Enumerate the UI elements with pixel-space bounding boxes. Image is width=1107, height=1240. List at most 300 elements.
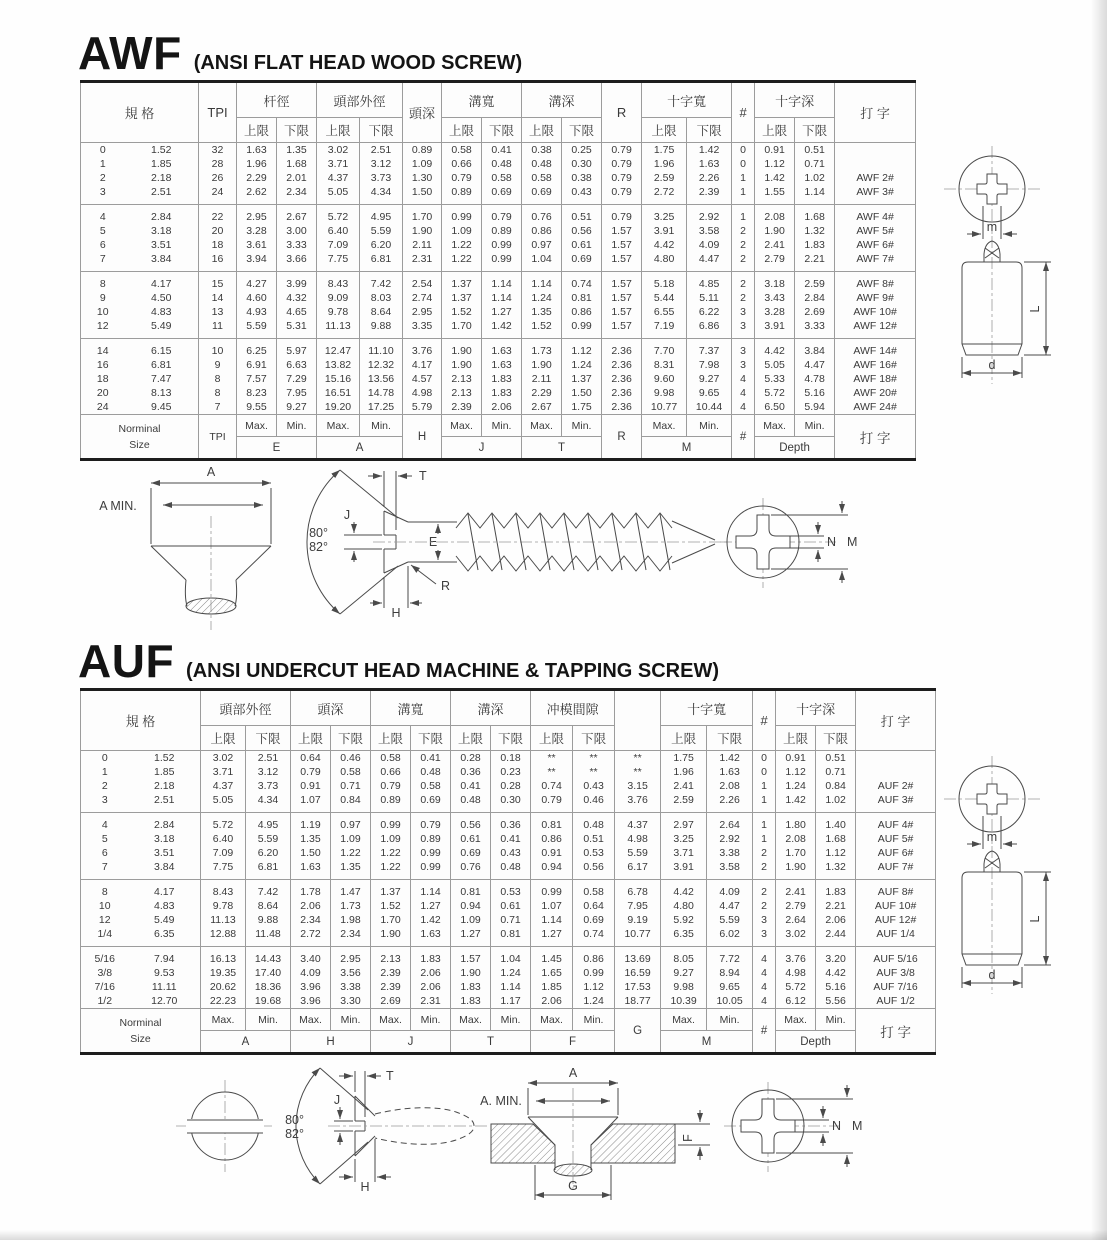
spec-cell: 4.42 <box>755 344 795 358</box>
spec-cell: 0.66 <box>442 157 482 171</box>
spec-cell: 3.18 <box>125 224 199 238</box>
awf-title: AWF <box>78 27 182 79</box>
awf-recess-view <box>720 498 857 588</box>
spec-cell: 3.18 <box>129 832 201 846</box>
spec-cell: 1.12 <box>573 980 615 994</box>
spec-row <box>81 832 936 846</box>
spec-cell: 0.84 <box>331 793 371 807</box>
spec-cell: 0.81 <box>562 291 602 305</box>
spec-cell: 6 <box>81 846 129 860</box>
spec-cell: 1.75 <box>661 751 707 766</box>
footer-sym-h: H <box>291 1031 371 1054</box>
col-header-cross-depth: 十字深 <box>776 690 856 726</box>
spec-cell: 3.61 <box>237 238 277 252</box>
spec-cell: 12 <box>81 913 129 927</box>
dim-label-g: G <box>568 1179 578 1193</box>
spec-cell: 16 <box>81 358 125 372</box>
spec-cell: 4.47 <box>707 899 753 913</box>
spec-cell: 2.06 <box>291 899 331 913</box>
spec-cell: 1.75 <box>642 143 687 158</box>
spec-cell: 2 <box>753 885 776 899</box>
spec-cell: 3 <box>753 927 776 941</box>
spec-cell: 10.77 <box>615 927 661 941</box>
spec-cell: 1.24 <box>573 994 615 1009</box>
spec-cell: 1.75 <box>562 400 602 415</box>
footer-min: Min. <box>277 415 317 437</box>
spec-cell: 0.79 <box>602 185 642 199</box>
spec-cell: 18 <box>81 372 125 386</box>
auf-section-view <box>480 1066 710 1200</box>
spec-cell: 0.38 <box>522 143 562 158</box>
spec-cell: 2.95 <box>403 305 442 319</box>
spec-row <box>81 224 916 238</box>
spec-cell: 1.57 <box>451 952 491 966</box>
spec-cell: 1 <box>732 210 755 224</box>
spec-cell: 14.43 <box>246 952 291 966</box>
auf-side-view <box>285 1068 488 1194</box>
spec-cell: 1.90 <box>442 358 482 372</box>
dim-label-h: H <box>360 1180 370 1194</box>
spec-cell: 2.95 <box>237 210 277 224</box>
spec-cell: 5.16 <box>795 386 835 400</box>
spec-cell: AWF 9# <box>835 291 916 305</box>
spec-cell: 0.89 <box>411 832 451 846</box>
spec-cell: 3.73 <box>360 171 403 185</box>
subheader-upper: 上限 <box>776 726 816 751</box>
spec-cell: 0.28 <box>491 779 531 793</box>
spec-cell: 2.72 <box>642 185 687 199</box>
spec-cell: 4.27 <box>237 277 277 291</box>
auf-spec-table <box>80 688 936 1055</box>
spec-cell: 11.13 <box>317 319 360 333</box>
spec-cell: 5.59 <box>707 913 753 927</box>
spec-cell: 2.84 <box>795 291 835 305</box>
spec-cell: 1.42 <box>707 751 753 766</box>
spec-cell: 5.59 <box>246 832 291 846</box>
spec-cell: 1 <box>81 157 125 171</box>
spec-cell: 2.11 <box>522 372 562 386</box>
spec-cell: 0.30 <box>562 157 602 171</box>
footer-sym-h: H <box>403 415 442 460</box>
dim-label-a-min: A MIN. <box>99 499 137 513</box>
group-separator <box>81 199 916 210</box>
subheader-lower: 下限 <box>795 118 835 143</box>
spec-cell: 2.64 <box>707 818 753 832</box>
spec-cell: 2.59 <box>642 171 687 185</box>
spec-cell: 2.36 <box>602 386 642 400</box>
spec-cell: 3.25 <box>642 210 687 224</box>
spec-cell: 3.96 <box>291 980 331 994</box>
spec-cell: 17.25 <box>360 400 403 415</box>
spec-cell: 0.74 <box>562 277 602 291</box>
spec-cell: 12.88 <box>201 927 246 941</box>
footer-max: Max. <box>201 1009 246 1031</box>
spec-cell: 1.35 <box>277 143 317 158</box>
spec-cell: 2.84 <box>125 210 199 224</box>
spec-cell: 6.35 <box>661 927 707 941</box>
spec-cell: 19.68 <box>246 994 291 1009</box>
spec-cell: 5.33 <box>755 372 795 386</box>
spec-cell: 6.35 <box>129 927 201 941</box>
footer-min: Min. <box>795 415 835 437</box>
dim-label-l: L <box>1028 305 1042 313</box>
spec-row <box>81 386 916 400</box>
spec-cell: 0 <box>753 751 776 766</box>
footer-nominal-size: Norminal Size <box>81 1009 201 1054</box>
spec-cell: AUF 3# <box>856 793 936 807</box>
spec-cell: 1.85 <box>129 765 201 779</box>
spec-cell: 1.68 <box>277 157 317 171</box>
spec-cell: 1.42 <box>776 793 816 807</box>
group-separator <box>81 941 936 952</box>
spec-cell: 1.09 <box>451 913 491 927</box>
spec-cell: 1.14 <box>482 291 522 305</box>
spec-cell: 11.11 <box>129 980 201 994</box>
dim-label-j: J <box>343 508 351 522</box>
awf-spec-table <box>80 80 916 461</box>
spec-cell: 2 <box>732 224 755 238</box>
spec-cell: 2.59 <box>661 793 707 807</box>
spec-cell: 24 <box>81 400 125 415</box>
spec-cell: 0.81 <box>451 885 491 899</box>
spec-cell: 26 <box>199 171 237 185</box>
spec-row <box>81 171 916 185</box>
spec-cell: 4.09 <box>291 966 331 980</box>
spec-cell: 0.91 <box>291 779 331 793</box>
spec-cell: 0.97 <box>522 238 562 252</box>
spec-row <box>81 291 916 305</box>
spec-cell: 1 <box>732 171 755 185</box>
spec-cell: 0.48 <box>522 157 562 171</box>
spec-cell: 0.30 <box>491 793 531 807</box>
spec-cell: 1.90 <box>451 966 491 980</box>
awf-title-row <box>78 27 523 79</box>
spec-cell: 1.27 <box>531 927 573 941</box>
spec-cell: 4.80 <box>642 252 687 266</box>
spec-cell: 9.45 <box>125 400 199 415</box>
footer-sym-f: F <box>531 1031 615 1054</box>
spec-cell: 0.99 <box>573 966 615 980</box>
spec-row <box>81 793 936 807</box>
spec-cell: 3 <box>753 913 776 927</box>
col-header-g-blank <box>615 690 661 751</box>
spec-cell: 16.13 <box>201 952 246 966</box>
spec-cell: 4.95 <box>246 818 291 832</box>
spec-cell: 0.58 <box>411 779 451 793</box>
subheader-lower: 下限 <box>687 118 732 143</box>
spec-row <box>81 238 916 252</box>
spec-cell: 3.71 <box>661 846 707 860</box>
spec-cell: 0.91 <box>776 751 816 766</box>
spec-cell: 1.35 <box>291 832 331 846</box>
spec-cell: 1.52 <box>129 751 201 766</box>
group-separator <box>81 333 916 344</box>
spec-cell: 2.06 <box>531 994 573 1009</box>
spec-cell: 3.25 <box>661 832 707 846</box>
spec-cell: 5.05 <box>317 185 360 199</box>
spec-cell: 2.62 <box>237 185 277 199</box>
spec-cell: 0.94 <box>451 899 491 913</box>
spec-row <box>81 885 936 899</box>
col-header-spec: 規 格 <box>81 690 201 751</box>
footer-nominal-size: Norminal Size <box>81 415 199 460</box>
spec-cell: 7.95 <box>615 899 661 913</box>
subheader-lower: 下限 <box>277 118 317 143</box>
spec-cell: 1.50 <box>403 185 442 199</box>
spec-cell: 8 <box>199 372 237 386</box>
spec-cell: 5.94 <box>795 400 835 415</box>
spec-cell: 1 <box>732 185 755 199</box>
spec-cell: 2.84 <box>129 818 201 832</box>
spec-cell: 8 <box>199 386 237 400</box>
spec-cell: 12.32 <box>360 358 403 372</box>
spec-cell: 22.23 <box>201 994 246 1009</box>
spec-cell: 0.79 <box>602 210 642 224</box>
spec-cell: 2.51 <box>125 185 199 199</box>
spec-cell: 3.33 <box>795 319 835 333</box>
spec-cell: 1.70 <box>442 319 482 333</box>
auf-title-row <box>78 635 720 687</box>
spec-row <box>81 899 936 913</box>
spec-cell: 5.72 <box>776 980 816 994</box>
footer-max: Max. <box>451 1009 491 1031</box>
spec-cell: 0.79 <box>442 171 482 185</box>
angle-label-80: 80° <box>285 1113 304 1127</box>
spec-cell: 0.64 <box>573 899 615 913</box>
spec-cell: 1.45 <box>531 952 573 966</box>
footer-min: Min. <box>411 1009 451 1031</box>
spec-cell: 7.37 <box>687 344 732 358</box>
spec-cell: 9.60 <box>642 372 687 386</box>
spec-cell: 2.64 <box>776 913 816 927</box>
spec-cell: 1.04 <box>522 252 562 266</box>
spec-cell: 2 <box>732 238 755 252</box>
spec-cell: AUF 10# <box>856 899 936 913</box>
footer-max: Max. <box>776 1009 816 1031</box>
spec-cell: 3 <box>732 305 755 319</box>
awf-blank-side-view <box>962 236 1051 384</box>
dim-label-a: A <box>568 1066 578 1080</box>
spec-cell: 3.58 <box>707 860 753 874</box>
subheader-upper: 上限 <box>291 726 331 751</box>
awf-dimension-drawing <box>88 458 858 643</box>
spec-cell: 5.59 <box>360 224 403 238</box>
spec-cell: AUF 7# <box>856 860 936 874</box>
spec-cell: 2.08 <box>755 210 795 224</box>
spec-cell: 0.76 <box>522 210 562 224</box>
spec-cell: 4 <box>732 400 755 415</box>
spec-cell: 5.18 <box>642 277 687 291</box>
spec-cell: 0.43 <box>491 846 531 860</box>
spec-cell: 4.42 <box>642 238 687 252</box>
spec-cell: 7.70 <box>642 344 687 358</box>
phillips-cross-icon <box>741 1099 795 1153</box>
spec-cell: 3.35 <box>403 319 442 333</box>
spec-cell: 5.11 <box>687 291 732 305</box>
spec-cell: 1.32 <box>795 224 835 238</box>
spec-cell: 1.96 <box>237 157 277 171</box>
spec-cell: 1.12 <box>562 344 602 358</box>
subheader-lower: 下限 <box>360 118 403 143</box>
spec-cell: 2.08 <box>776 832 816 846</box>
footer-max: Max. <box>755 415 795 437</box>
spec-cell: 4 <box>81 818 129 832</box>
spec-cell: 3.51 <box>125 238 199 252</box>
spec-cell: 1.22 <box>371 846 411 860</box>
spec-cell: 4.80 <box>661 899 707 913</box>
spec-cell: 0.74 <box>573 927 615 941</box>
spec-cell: 1.68 <box>795 210 835 224</box>
spec-cell: 6 <box>81 238 125 252</box>
auf-title: AUF <box>78 635 175 687</box>
spec-cell: 0.53 <box>573 846 615 860</box>
dim-label-m-small: m <box>986 220 998 234</box>
spec-cell: 0.48 <box>482 157 522 171</box>
spec-cell: 3.28 <box>755 305 795 319</box>
spec-cell: 11.48 <box>246 927 291 941</box>
spec-cell: 9.53 <box>129 966 201 980</box>
spec-cell: 1.65 <box>531 966 573 980</box>
dim-label-a-min: A. MIN. <box>480 1094 522 1108</box>
spec-cell: 1.90 <box>442 344 482 358</box>
col-header-cross-width: 十字寬 <box>661 690 753 726</box>
auf-slot-head-view <box>176 1080 274 1172</box>
spec-cell: 5 <box>81 224 125 238</box>
col-header-mark: 打 字 <box>856 690 936 751</box>
footer-max: Max. <box>442 415 482 437</box>
footer-min: Min. <box>573 1009 615 1031</box>
spec-cell: 3.91 <box>661 860 707 874</box>
spec-cell: 2.36 <box>602 344 642 358</box>
spec-cell: 0.51 <box>573 832 615 846</box>
spec-cell: 2 <box>81 779 129 793</box>
spec-cell: 1.24 <box>522 291 562 305</box>
spec-cell: 0 <box>753 765 776 779</box>
spec-cell: 3.18 <box>755 277 795 291</box>
spec-cell: 2.08 <box>707 779 753 793</box>
spec-cell: 3.76 <box>403 344 442 358</box>
spec-cell: ** <box>531 765 573 779</box>
spec-cell: 3.12 <box>246 765 291 779</box>
spec-cell: 1.90 <box>776 860 816 874</box>
spec-cell: 1.52 <box>522 319 562 333</box>
spec-cell: 3.84 <box>129 860 201 874</box>
spec-cell: 0.41 <box>451 779 491 793</box>
spec-cell: 1.83 <box>451 980 491 994</box>
spec-cell: 1.68 <box>816 832 856 846</box>
col-header-slot-depth: 溝深 <box>522 82 602 118</box>
spec-cell: 1.57 <box>602 277 642 291</box>
spec-cell: 0.81 <box>531 818 573 832</box>
awf-blank-drawing <box>930 142 1107 392</box>
subheader-lower: 下限 <box>411 726 451 751</box>
spec-cell: 4 <box>753 952 776 966</box>
subheader-lower: 下限 <box>816 726 856 751</box>
spec-cell: 2.95 <box>331 952 371 966</box>
col-header-hash: # <box>732 82 755 143</box>
spec-cell: 2.51 <box>129 793 201 807</box>
spec-cell: 0.79 <box>602 143 642 158</box>
spec-cell: 1.85 <box>125 157 199 171</box>
spec-cell: 1.70 <box>371 913 411 927</box>
spec-cell: 2.72 <box>291 927 331 941</box>
spec-cell: 0.58 <box>442 143 482 158</box>
spec-cell: 1.14 <box>491 980 531 994</box>
spec-cell: 9.65 <box>707 980 753 994</box>
spec-cell: 0.99 <box>411 860 451 874</box>
spec-cell: 0.71 <box>491 913 531 927</box>
spec-cell: 0.97 <box>331 818 371 832</box>
spec-cell: 7 <box>81 860 129 874</box>
auf-blank-side-view <box>962 846 1051 994</box>
spec-cell: 3.02 <box>776 927 816 941</box>
spec-cell: 2.13 <box>371 952 411 966</box>
spec-cell: 0 <box>732 143 755 158</box>
subheader-lower: 下限 <box>491 726 531 751</box>
spec-cell: 2.06 <box>411 966 451 980</box>
spec-row <box>81 185 916 199</box>
spec-cell: 0.99 <box>562 319 602 333</box>
spec-cell: 2.26 <box>707 793 753 807</box>
spec-cell: 1.83 <box>482 386 522 400</box>
spec-cell: 5.44 <box>642 291 687 305</box>
spec-cell: 0.79 <box>291 765 331 779</box>
spec-cell: 3 <box>81 793 129 807</box>
spec-cell: 10 <box>81 305 125 319</box>
spec-cell: 2.06 <box>482 400 522 415</box>
dim-label-j: J <box>333 1093 341 1107</box>
spec-cell: 6.17 <box>615 860 661 874</box>
subheader-upper: 上限 <box>442 118 482 143</box>
spec-cell: 1.42 <box>755 171 795 185</box>
spec-cell: 1.83 <box>795 238 835 252</box>
spec-cell: 9.88 <box>246 913 291 927</box>
subheader-lower: 下限 <box>331 726 371 751</box>
spec-cell: 6.15 <box>125 344 199 358</box>
subheader-lower: 下限 <box>246 726 291 751</box>
spec-cell: 2.51 <box>246 751 291 766</box>
spec-cell: 1.42 <box>687 143 732 158</box>
spec-cell: 2.29 <box>522 386 562 400</box>
spec-cell: 2.92 <box>707 832 753 846</box>
spec-cell: 9.65 <box>687 386 732 400</box>
spec-cell: 4.47 <box>687 252 732 266</box>
spec-cell: 5.97 <box>277 344 317 358</box>
footer-min: Min. <box>707 1009 753 1031</box>
spec-cell: 2 <box>753 846 776 860</box>
spec-cell: 7.94 <box>129 952 201 966</box>
spec-cell: 0.61 <box>491 899 531 913</box>
spec-cell: 4.85 <box>687 277 732 291</box>
spec-cell: 1.96 <box>642 157 687 171</box>
spec-cell: AUF 4# <box>856 818 936 832</box>
spec-cell: 24 <box>199 185 237 199</box>
spec-cell: 2.26 <box>687 171 732 185</box>
spec-cell: 15 <box>199 277 237 291</box>
subheader-upper: 上限 <box>237 118 277 143</box>
spec-cell: 0.99 <box>531 885 573 899</box>
spec-cell: 1.47 <box>331 885 371 899</box>
spec-cell: 9.78 <box>317 305 360 319</box>
spec-cell: 1.55 <box>755 185 795 199</box>
spec-cell: 1.57 <box>602 238 642 252</box>
angle-label-82: 82° <box>309 540 328 554</box>
spec-cell: 0.86 <box>522 224 562 238</box>
spec-cell: 2.01 <box>277 171 317 185</box>
spec-cell: 1 <box>81 765 129 779</box>
dim-label-l: L <box>1028 915 1042 923</box>
spec-cell: 1.09 <box>371 832 411 846</box>
